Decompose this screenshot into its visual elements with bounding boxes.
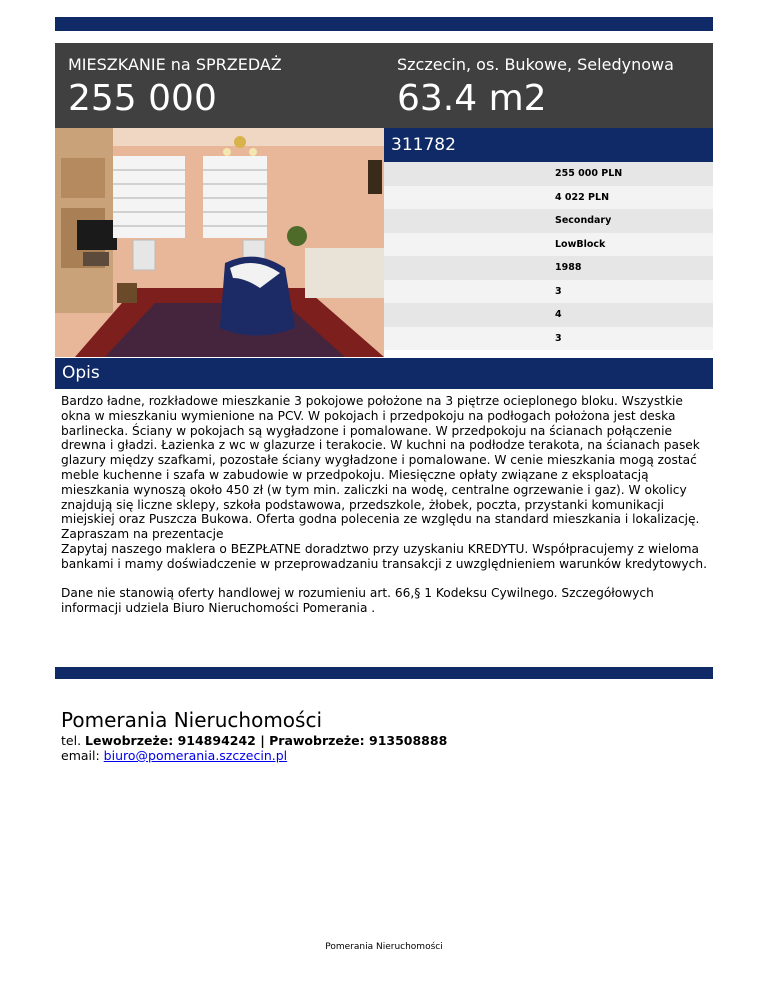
- spec-table: [384, 162, 713, 350]
- spec-row: [384, 162, 713, 186]
- spec-row: [384, 209, 713, 233]
- spec-value: 3: [555, 332, 562, 344]
- spec-value: 4: [555, 309, 562, 321]
- listing-id: 311782: [384, 128, 713, 162]
- bottom-accent-bar: [55, 667, 713, 679]
- description: [61, 394, 709, 616]
- page-footer: Pomerania Nieruchomości: [325, 942, 443, 952]
- section-title-opis: Opis: [55, 358, 713, 389]
- company-name: Pomerania Nieruchomości: [61, 708, 323, 732]
- header-right: [397, 55, 674, 121]
- phone-label: tel.: [61, 733, 82, 748]
- spec-row: [384, 327, 713, 351]
- phone-line: [61, 733, 447, 748]
- spec-row: [384, 280, 713, 304]
- spec-value: 3: [555, 285, 562, 297]
- spacer: [61, 572, 709, 587]
- living-room-photo: [55, 128, 384, 357]
- listing-header: [55, 43, 713, 128]
- email-link[interactable]: biuro@pomerania.szczecin.pl: [103, 748, 288, 763]
- spec-value: 4 022 PLN: [555, 191, 610, 203]
- legal-disclaimer: Dane nie stanowią oferty handlowej w rozumieniu art. 66,§ 1 Kodeksu Cywilnego. Szczegółowych informacji udziela Biuro Nieruchomości Pomerania .: [61, 586, 654, 616]
- spec-value: 1988: [555, 262, 582, 274]
- spec-row: [384, 303, 713, 327]
- top-accent-bar: [55, 17, 713, 31]
- spec-value: LowBlock: [555, 238, 606, 250]
- description-paragraph: Zapytaj naszego maklera o BEZPŁATNE doradztwo przy uzyskaniu KREDYTU. Współpracujemy z wieloma bankami i mamy doświadczenie w przeprowadzaniu transakcji z uwzględnieniem warunków kredytowych.: [61, 541, 707, 571]
- phone-numbers: Lewobrzeże: 914894242 | Prawobrzeże: 913508888: [85, 733, 448, 748]
- spec-value: 255 000 PLN: [555, 168, 623, 180]
- spec-row: [384, 233, 713, 257]
- listing-type: MIESZKANIE na SPRZEDAŻ: [68, 55, 282, 74]
- email-label: email:: [61, 748, 100, 763]
- property-photo: [55, 128, 384, 357]
- description-line: Zapraszam na prezentacje: [61, 527, 224, 542]
- spec-row: [384, 256, 713, 280]
- email-line: [61, 748, 447, 763]
- description-paragraph: Bardzo ładne, rozkładowe mieszkanie 3 pokojowe położone na 3 piętrze ocieplonego bloku. Wszystkie okna w mieszkaniu wymienione na PCV. W pokojach i przedpokoju na podłogach położona jest deska barlinecka. Ściany w pokojach są wygładzone i pomalowane. W przedpokoju na ścianach połączenie drewna i gładzi. Łazienka z wc w glazurze i terakocie. W kuchni na podłodze terakota, na ścianach pasek glazury między szafkami, pozostałe ściany wygładzone i pomalowane. W cenie mieszkania mogą zostać meble kuchenne i szafa w zabudowie w przedpokoju. Miesięczne opłaty związane z eksploatacją mieszkania wynoszą około 450 zł (w tym min. zaliczki na wodę, centralne ogrzewanie i gaz). W okolicy znajdują się liczne sklepy, szkoła podstawowa, przedszkole, żłobek, poczta, przystanki komunikacji miejskiej oraz Puszcza Bukowa. Oferta godna polecenia ze względu na standard mieszkania i lokalizację.: [61, 394, 700, 527]
- listing-price: 255 000: [68, 78, 217, 119]
- spec-row: [384, 186, 713, 210]
- header-left: [68, 55, 282, 121]
- company-block: [61, 707, 447, 763]
- listing-area: 63.4 m2: [397, 78, 547, 119]
- listing-location: Szczecin, os. Bukowe, Seledynowa: [397, 55, 674, 74]
- spec-value: Secondary: [555, 215, 612, 227]
